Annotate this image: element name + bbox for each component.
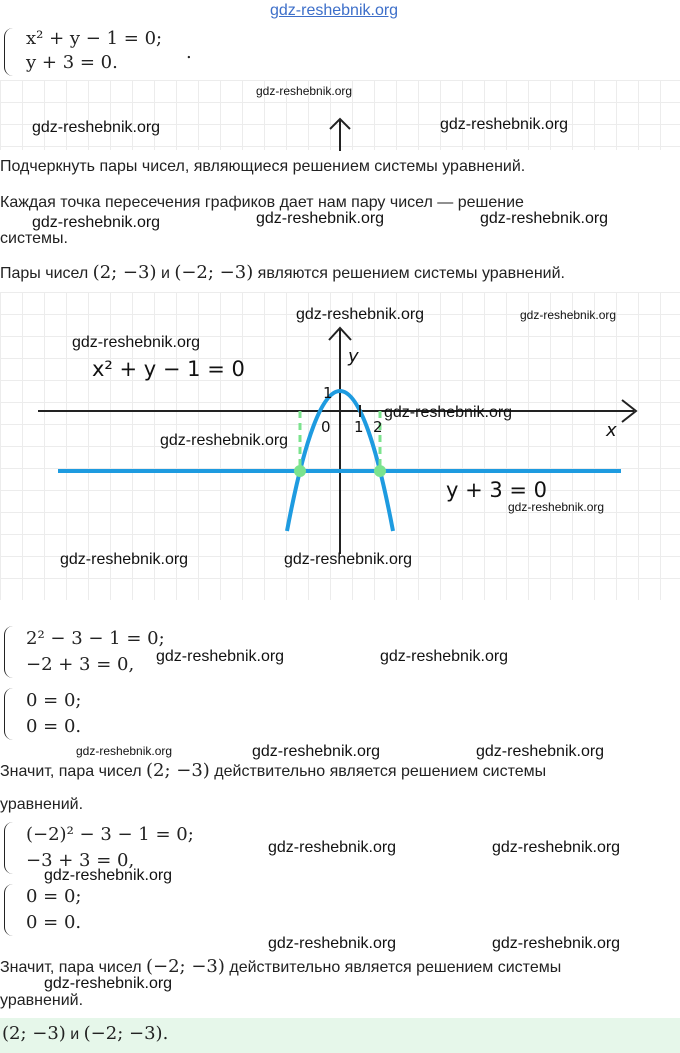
check2-eq2: −3 + 3 = 0, xyxy=(26,850,135,871)
watermark: gdz-reshebnik.org xyxy=(384,404,513,421)
check2-conclusion-a: Значит, пара чисел xyxy=(0,959,146,976)
check1-eq4: 0 = 0. xyxy=(26,716,82,737)
pair-2-neg3: (2; −3) xyxy=(92,262,157,283)
x-axis-label: x xyxy=(606,420,617,441)
check2-eq3: 0 = 0; xyxy=(26,886,82,907)
cropped-axis-arrow xyxy=(320,115,360,151)
system-brace xyxy=(4,28,13,76)
check1-pair: (2; −3) xyxy=(146,760,210,781)
top-watermark-link[interactable]: gdz-reshebnik.org xyxy=(270,2,399,19)
watermark: gdz-reshebnik.org xyxy=(476,743,605,760)
check1-brace-2 xyxy=(4,688,13,740)
watermark: gdz-reshebnik.org xyxy=(296,306,425,323)
tick-label-y-1: 1 xyxy=(323,384,333,402)
answer-end: . xyxy=(162,1023,169,1044)
check1-conclusion-b: действительно является решением системы xyxy=(209,763,547,780)
pairs-text-b: являются решением системы уравнений. xyxy=(253,265,565,282)
paragraph-intersection: Каждая точка пересечения графиков дает нам пару чисел — решение xyxy=(0,194,524,211)
watermark: gdz-reshebnik.org xyxy=(480,210,609,227)
watermark: gdz-reshebnik.org xyxy=(256,210,385,227)
watermark: gdz-reshebnik.org xyxy=(44,975,173,992)
watermark: gdz-reshebnik.org xyxy=(440,116,569,133)
check1-eq2: −2 + 3 = 0, xyxy=(26,654,135,675)
answer-and: и xyxy=(65,1026,84,1043)
check2-brace-1 xyxy=(4,822,13,874)
intersection-point-2 xyxy=(374,465,386,477)
answer-pair-1: (2; −3) xyxy=(2,1023,66,1044)
pair-neg2-neg3: (−2; −3) xyxy=(174,262,254,283)
watermark: gdz-reshebnik.org xyxy=(268,935,397,952)
check2-eq1: (−2)² − 3 − 1 = 0; xyxy=(26,824,194,845)
parabola-label: x² + y − 1 = 0 xyxy=(92,357,245,381)
tick-label-x-2: 2 xyxy=(373,418,383,436)
watermark: gdz-reshebnik.org xyxy=(284,551,413,568)
answer xyxy=(2,1023,168,1044)
y-axis-label: y xyxy=(348,346,359,367)
check2-brace-2 xyxy=(4,884,13,936)
watermark: gdz-reshebnik.org xyxy=(32,119,161,136)
watermark: gdz-reshebnik.org xyxy=(252,743,381,760)
watermark: gdz-reshebnik.org xyxy=(160,432,289,449)
watermark: gdz-reshebnik.org xyxy=(256,84,353,98)
check2-conclusion-b: действительно является решением системы xyxy=(224,959,562,976)
watermark: gdz-reshebnik.org xyxy=(60,551,189,568)
watermark: gdz-reshebnik.org xyxy=(492,839,621,856)
check2-pair: (−2; −3) xyxy=(146,956,225,977)
pairs-and: и xyxy=(156,265,175,282)
pairs-text-a: Пары чисел xyxy=(0,265,93,282)
check2-conclusion xyxy=(0,956,561,977)
system1-dot: . xyxy=(186,42,192,63)
system1-eq2: y + 3 = 0. xyxy=(26,52,118,73)
tick-label-0: 0 xyxy=(321,418,331,436)
watermark: gdz-reshebnik.org xyxy=(44,867,173,884)
watermark: gdz-reshebnik.org xyxy=(72,334,201,351)
check2-conclusion-c: уравнений. xyxy=(0,992,84,1009)
check1-conclusion xyxy=(0,760,546,781)
watermark: gdz-reshebnik.org xyxy=(492,935,621,952)
watermark: gdz-reshebnik.org xyxy=(520,308,617,322)
check1-conclusion-a: Значит, пара чисел xyxy=(0,763,146,780)
system1-eq1: x² + y − 1 = 0; xyxy=(26,28,163,49)
watermark: gdz-reshebnik.org xyxy=(156,648,285,665)
paragraph-instruction: Подчеркнуть пары чисел, являющиеся решением системы уравнений. xyxy=(0,158,526,175)
paragraph-pairs xyxy=(0,262,565,283)
check1-eq3: 0 = 0; xyxy=(26,690,82,711)
watermark: gdz-reshebnik.org xyxy=(32,214,161,231)
line-label: y + 3 = 0 xyxy=(446,478,548,502)
answer-pair-2: (−2; −3) xyxy=(83,1023,163,1044)
paragraph-intersection-cont: системы. xyxy=(0,230,68,247)
check1-brace-1 xyxy=(4,626,13,678)
check1-conclusion-c: уравнений. xyxy=(0,796,84,813)
watermark: gdz-reshebnik.org xyxy=(380,648,509,665)
watermark: gdz-reshebnik.org xyxy=(268,839,397,856)
watermark: gdz-reshebnik.org xyxy=(76,744,173,758)
check1-eq1: 2² − 3 − 1 = 0; xyxy=(26,628,165,649)
tick-label-x-1: 1 xyxy=(354,418,364,436)
watermark: gdz-reshebnik.org xyxy=(508,500,605,514)
check2-eq4: 0 = 0. xyxy=(26,912,82,933)
intersection-point-neg2 xyxy=(294,465,306,477)
